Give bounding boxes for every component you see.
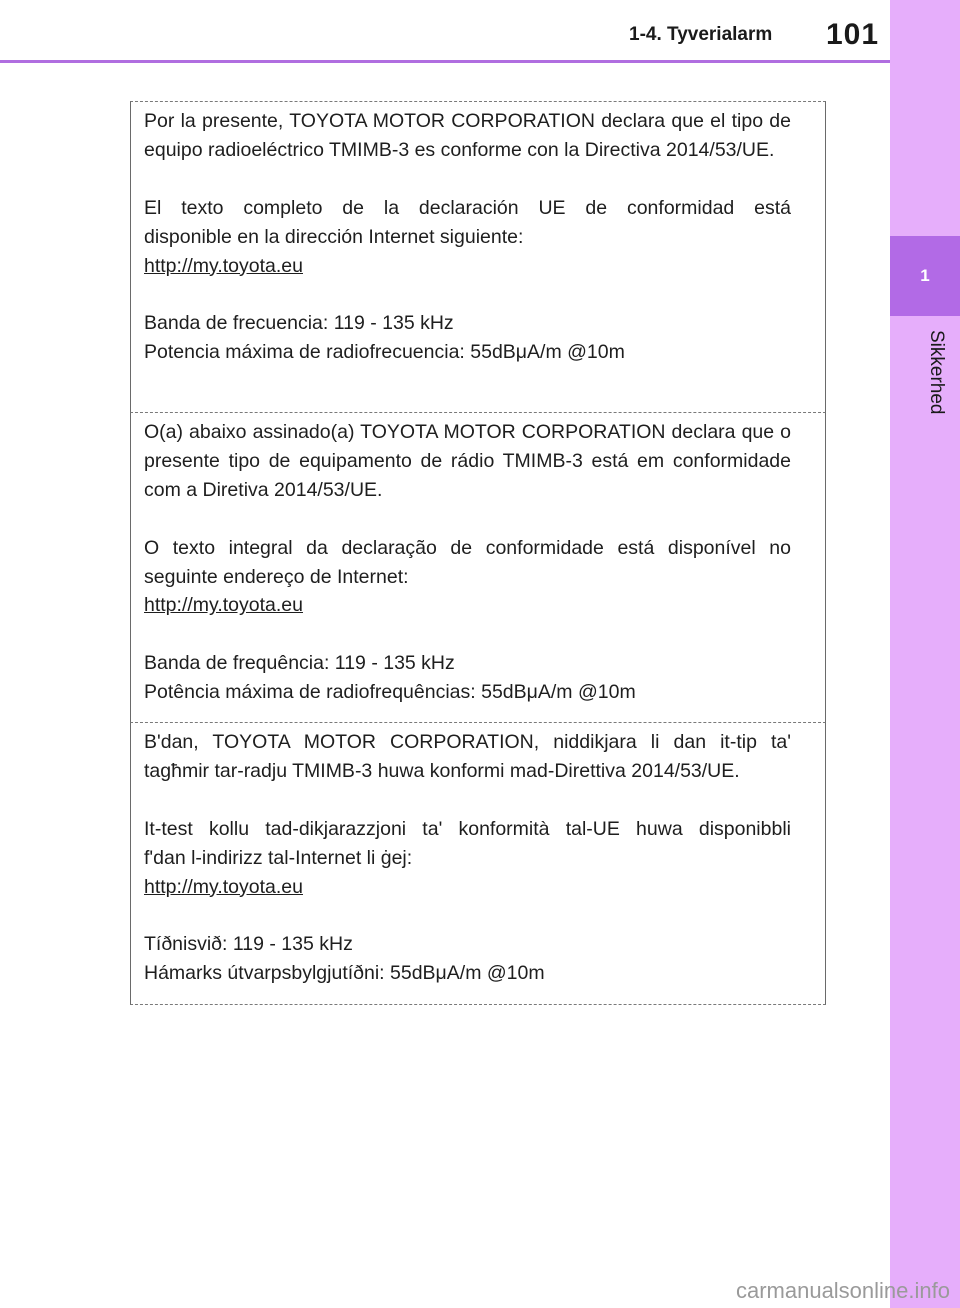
chapter-strip (890, 0, 960, 1308)
toyota-link[interactable]: http://my.toyota.eu (144, 594, 303, 617)
max-power: Hámarks útvarpsbylgjutíðni: 55dBμA/m @10m (144, 962, 545, 985)
section-title: 1-4. Tyverialarm (629, 24, 773, 45)
declaration-box-spanish (130, 101, 826, 412)
toyota-link[interactable]: http://my.toyota.eu (144, 875, 303, 898)
full-text-line: f'dan l-indirizz tal-Internet li ġej: (144, 846, 413, 869)
frequency-band: Banda de frequência: 119 - 135 kHz (144, 652, 455, 675)
watermark: carmanualsonline.info (735, 1278, 950, 1303)
page-number: 101 (826, 18, 880, 51)
declaration-text: Por la presente, TOYOTA MOTOR CORPORATION declara que el tipo de equipo radioeléctrico TMIMB-3 es conforme con la Directiva 2014/53/UE. (144, 110, 791, 161)
frequency-band: Tíðnisvið: 119 - 135 kHz (144, 933, 353, 956)
chapter-label: Sikkerhed (926, 330, 947, 415)
frequency-band: Banda de frecuencia: 119 - 135 kHz (144, 312, 454, 335)
chapter-number-tab[interactable]: 1 (890, 236, 960, 316)
max-power: Potência máxima de radiofrequências: 55dBμA/m @10m (144, 681, 636, 704)
toyota-link[interactable]: http://my.toyota.eu (144, 254, 303, 277)
full-text-line: disponible en la dirección Internet siguiente: (144, 225, 524, 248)
full-text-line: seguinte endereço de Internet: (144, 565, 409, 588)
declaration-text: O(a) abaixo assinado(a) TOYOTA MOTOR CORPORATION declara que o presente tipo de equipamento de rádio TMIMB-3 está em conformidade com a Diretiva 2014/53/UE. (144, 421, 791, 501)
full-text-line: O texto integral da declaração de conformidade está disponível no (144, 536, 791, 559)
declaration-box-maltese (130, 722, 826, 1005)
full-text-line: El texto completo de la declaración UE de conformidad está (144, 196, 791, 219)
max-power: Potencia máxima de radiofrecuencia: 55dBμA/m @10m (144, 341, 625, 364)
header-rule (0, 60, 890, 63)
declaration-box-portuguese (130, 412, 826, 722)
full-text-line: It-test kollu tad-dikjarazzjoni ta' konformità tal-UE huwa disponibbli (144, 817, 791, 840)
declaration-text: B'dan, TOYOTA MOTOR CORPORATION, niddikjara li dan it-tip ta' tagħmir tar-radju TMIMB-3 huwa konformi mad-Direttiva 2014/53/UE. (144, 731, 791, 782)
